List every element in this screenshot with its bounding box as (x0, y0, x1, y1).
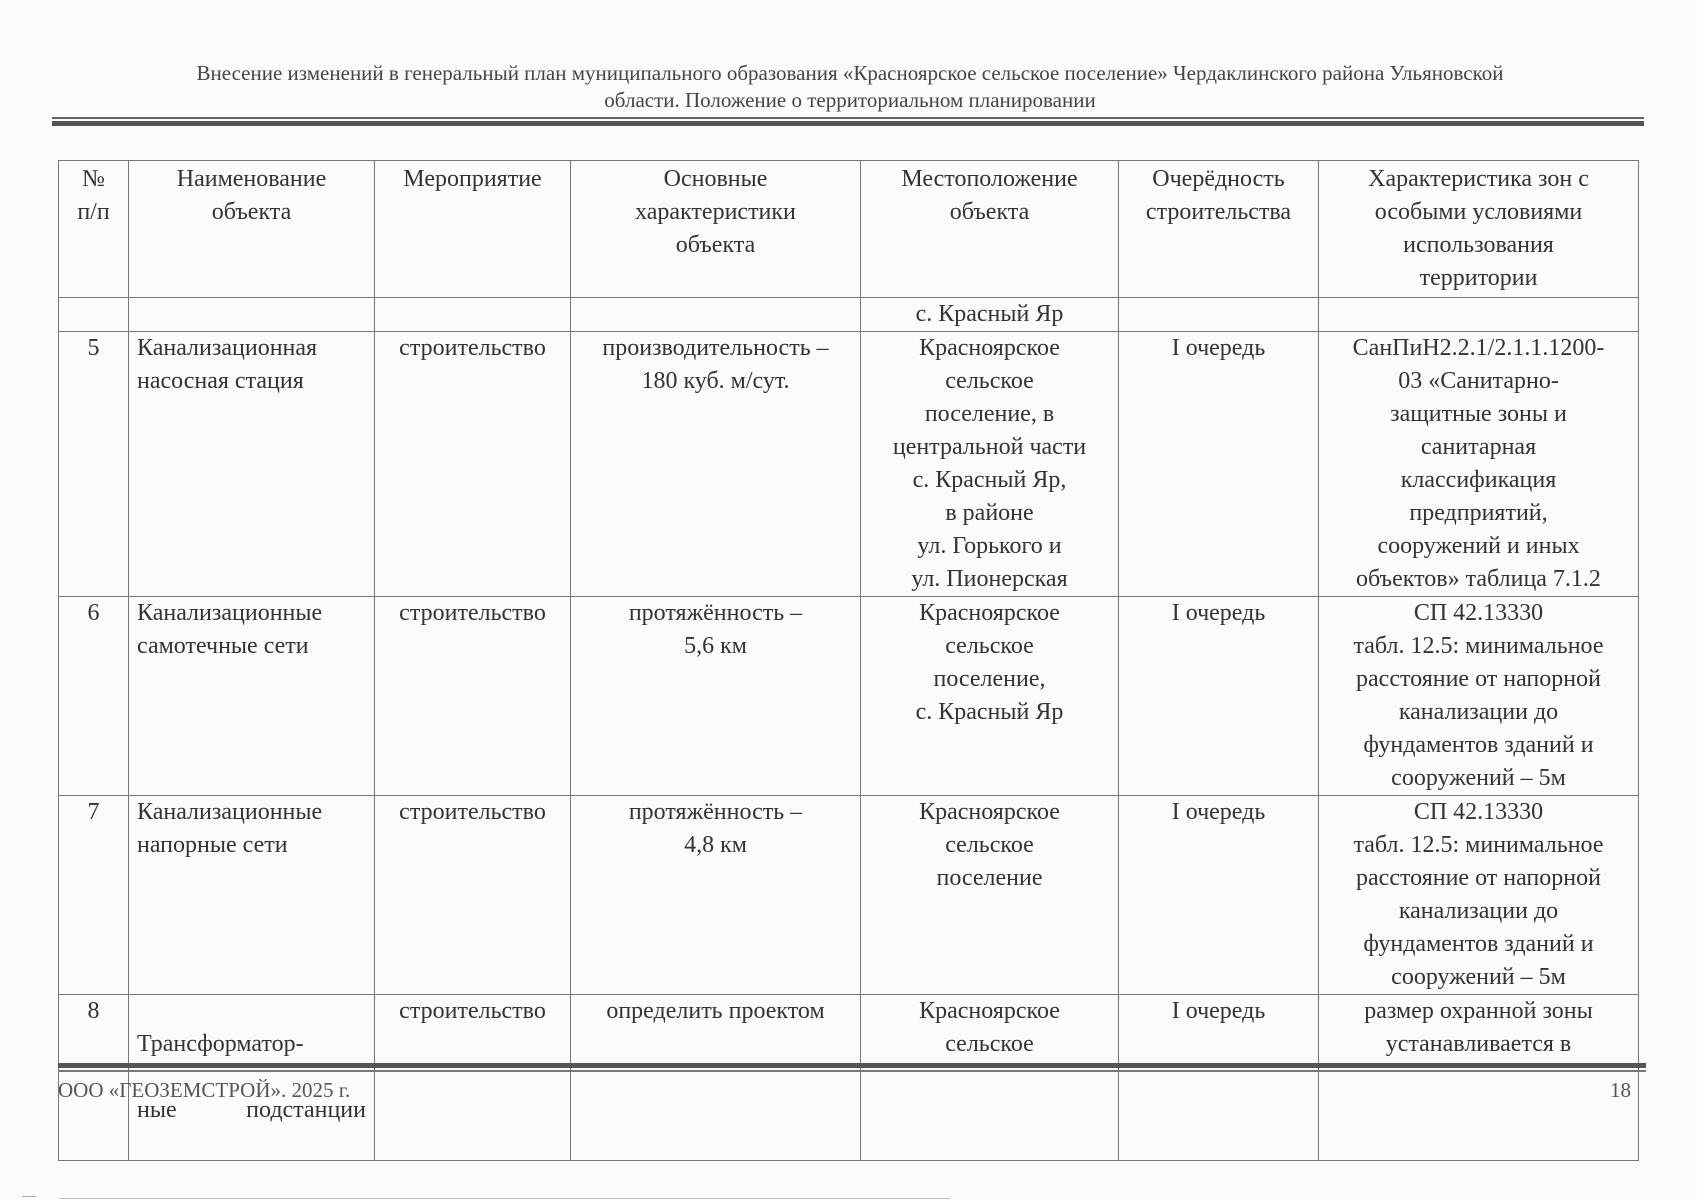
table-row (59, 597, 1639, 796)
cell-order: I очередь (1119, 597, 1319, 796)
cell-action: строительство (375, 332, 571, 597)
table-row (59, 796, 1639, 995)
cell-characteristics (571, 298, 861, 332)
cell-num (59, 298, 129, 332)
cell-characteristics: протяжённость – 5,6 км (571, 597, 861, 796)
cell-order: I очередь (1119, 995, 1319, 1161)
table-row (59, 298, 1639, 332)
cell-location: Красноярское сельское (861, 995, 1119, 1161)
cell-zone: СП 42.13330 табл. 12.5: минимальное расстояние от напорной канализации до фундаментов зданий и сооружений – 5м (1319, 796, 1639, 995)
cell-action: строительство (375, 796, 571, 995)
header-rule-thick (52, 121, 1644, 126)
cell-num: 6 (59, 597, 129, 796)
cell-location: Красноярское сельское поселение, с. Красный Яр (861, 597, 1119, 796)
footer-company: ООО «ГЕОЗЕМСТРОЙ». 2025 г. (58, 1078, 351, 1102)
cell-order (1119, 298, 1319, 332)
cell-name: Канализационная насосная стация (129, 332, 375, 597)
header-rule-thin (52, 117, 1644, 119)
cell-action (375, 298, 571, 332)
page-number: 18 (1610, 1078, 1631, 1102)
scan-artifact-line (60, 1198, 950, 1199)
cell-zone: размер охранной зоны устанавливается в (1319, 995, 1639, 1161)
col-header-action: Мероприятие (375, 161, 571, 298)
col-header-num: № п/п (59, 161, 129, 298)
col-header-characteristics: Основные характеристики объекта (571, 161, 861, 298)
col-header-zone: Характеристика зон с особыми условиями использования территории (1319, 161, 1639, 298)
table-header-row (59, 161, 1639, 298)
cell-order: I очередь (1119, 796, 1319, 995)
footer-rule-thick (58, 1063, 1646, 1068)
cell-num: 7 (59, 796, 129, 995)
cell-characteristics: производительность – 180 куб. м/сут. (571, 332, 861, 597)
document-header (60, 60, 1640, 114)
cell-name: Канализационные самотечные сети (129, 597, 375, 796)
cell-action: строительство (375, 995, 571, 1161)
header-line-1: Внесение изменений в генеральный план муниципального образования «Красноярское сельское поселение» Чердаклинского района Ульяновской (196, 61, 1504, 85)
cell-location: с. Красный Яр (861, 298, 1119, 332)
cell-location: Красноярское сельское поселение, в центральной части с. Красный Яр, в районе ул. Горького и ул. Пионерская (861, 332, 1119, 597)
col-header-order: Очерёдность строительства (1119, 161, 1319, 298)
table-row (59, 332, 1639, 597)
planning-table (58, 160, 1639, 1161)
scan-artifact-dash (22, 1196, 36, 1197)
cell-location: Красноярское сельское поселение (861, 796, 1119, 995)
cell-order: I очередь (1119, 332, 1319, 597)
cell-name-line-2: ные подстанции (137, 1097, 366, 1123)
cell-zone (1319, 298, 1639, 332)
col-header-location: Местоположение объекта (861, 161, 1119, 298)
cell-zone: СанПиН2.2.1/2.1.1.1200- 03 «Санитарно- защитные зоны и санитарная классификация предприятий, сооружений и иных объектов» таблица 7.1.2 (1319, 332, 1639, 597)
cell-zone: СП 42.13330 табл. 12.5: минимальное расстояние от напорной канализации до фундаментов зданий и сооружений – 5м (1319, 597, 1639, 796)
cell-num: 8 (59, 995, 129, 1161)
cell-name (129, 298, 375, 332)
header-line-2: области. Положение о территориальном планировании (604, 88, 1096, 112)
cell-characteristics: протяжённость – 4,8 км (571, 796, 861, 995)
cell-name-line-1: Трансформатор- (137, 1031, 304, 1057)
col-header-name: Наименование объекта (129, 161, 375, 298)
cell-action: строительство (375, 597, 571, 796)
footer-rule-thin (58, 1070, 1646, 1072)
cell-characteristics: определить проектом (571, 995, 861, 1161)
cell-num: 5 (59, 332, 129, 597)
cell-name: Канализационные напорные сети (129, 796, 375, 995)
